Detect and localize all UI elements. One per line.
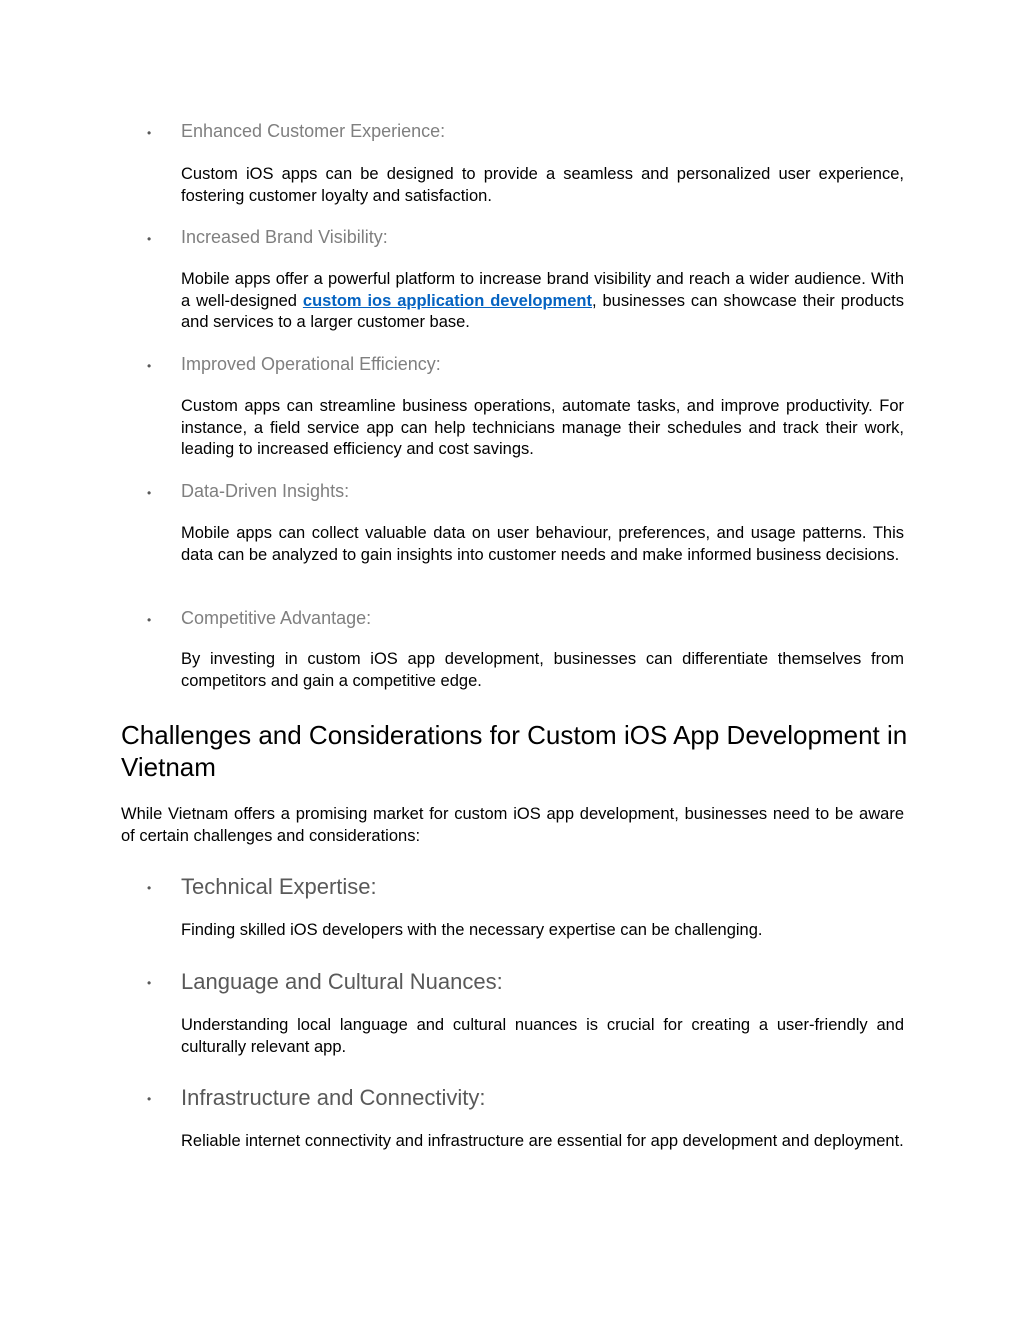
challenge-body: Reliable internet connectivity and infrastructure are essential for app development and deployment.: [181, 1132, 904, 1150]
section-intro: While Vietnam offers a promising market for custom iOS app development, businesses need to be aware of certain challenges and considerations:: [121, 805, 904, 845]
benefit-body: Custom apps can streamline business operations, automate tasks, and improve productivity. For instance, a field service app can help technicians manage their schedules and track their work, leading to increased efficiency and cost savings.: [181, 397, 904, 458]
bullet-icon: •: [147, 881, 152, 895]
benefit-body: [181, 269, 904, 334]
bullet-icon: •: [147, 976, 152, 990]
challenge-heading: Technical Expertise:: [181, 874, 377, 899]
benefit-heading: Enhanced Customer Experience:: [181, 121, 446, 141]
benefit-heading: Increased Brand Visibility:: [181, 227, 388, 247]
benefit-body-text: Mobile apps offer a powerful platform to increase brand visibility and reach a wider audience. With a well-designed: [181, 270, 904, 310]
benefit-body: By investing in custom iOS app development, businesses can differentiate themselves from competitors and gain a competitive edge.: [181, 650, 904, 690]
challenge-body: Understanding local language and cultural nuances is crucial for creating a user-friendly and culturally relevant app.: [181, 1016, 904, 1056]
bullet-icon: •: [147, 126, 152, 140]
benefit-body-text: , businesses can showcase their products and services to a larger customer base.: [181, 291, 904, 331]
challenge-body: Finding skilled iOS developers with the necessary expertise can be challenging.: [181, 921, 763, 939]
custom-ios-development-link[interactable]: custom ios application development: [302, 291, 592, 310]
challenge-heading: Infrastructure and Connectivity:: [181, 1085, 486, 1110]
section-title: Challenges and Considerations for Custom iOS App Development in Vietnam: [121, 720, 908, 782]
bullet-icon: •: [147, 232, 152, 246]
bullet-icon: •: [147, 1092, 152, 1106]
bullet-icon: •: [147, 359, 152, 373]
benefit-body: Custom iOS apps can be designed to provide a seamless and personalized user experience, fostering customer loyalty and satisfaction.: [181, 165, 904, 205]
bullet-icon: •: [147, 486, 152, 500]
benefit-heading: Competitive Advantage:: [181, 608, 372, 628]
benefit-heading: Data-Driven Insights:: [181, 481, 350, 501]
benefit-body: Mobile apps can collect valuable data on user behaviour, preferences, and usage patterns. This data can be analyzed to gain insights into customer needs and make informed business decisions.: [181, 524, 904, 564]
benefit-heading: Improved Operational Efficiency:: [181, 354, 441, 374]
bullet-icon: •: [147, 613, 152, 627]
challenge-heading: Language and Cultural Nuances:: [181, 969, 503, 994]
